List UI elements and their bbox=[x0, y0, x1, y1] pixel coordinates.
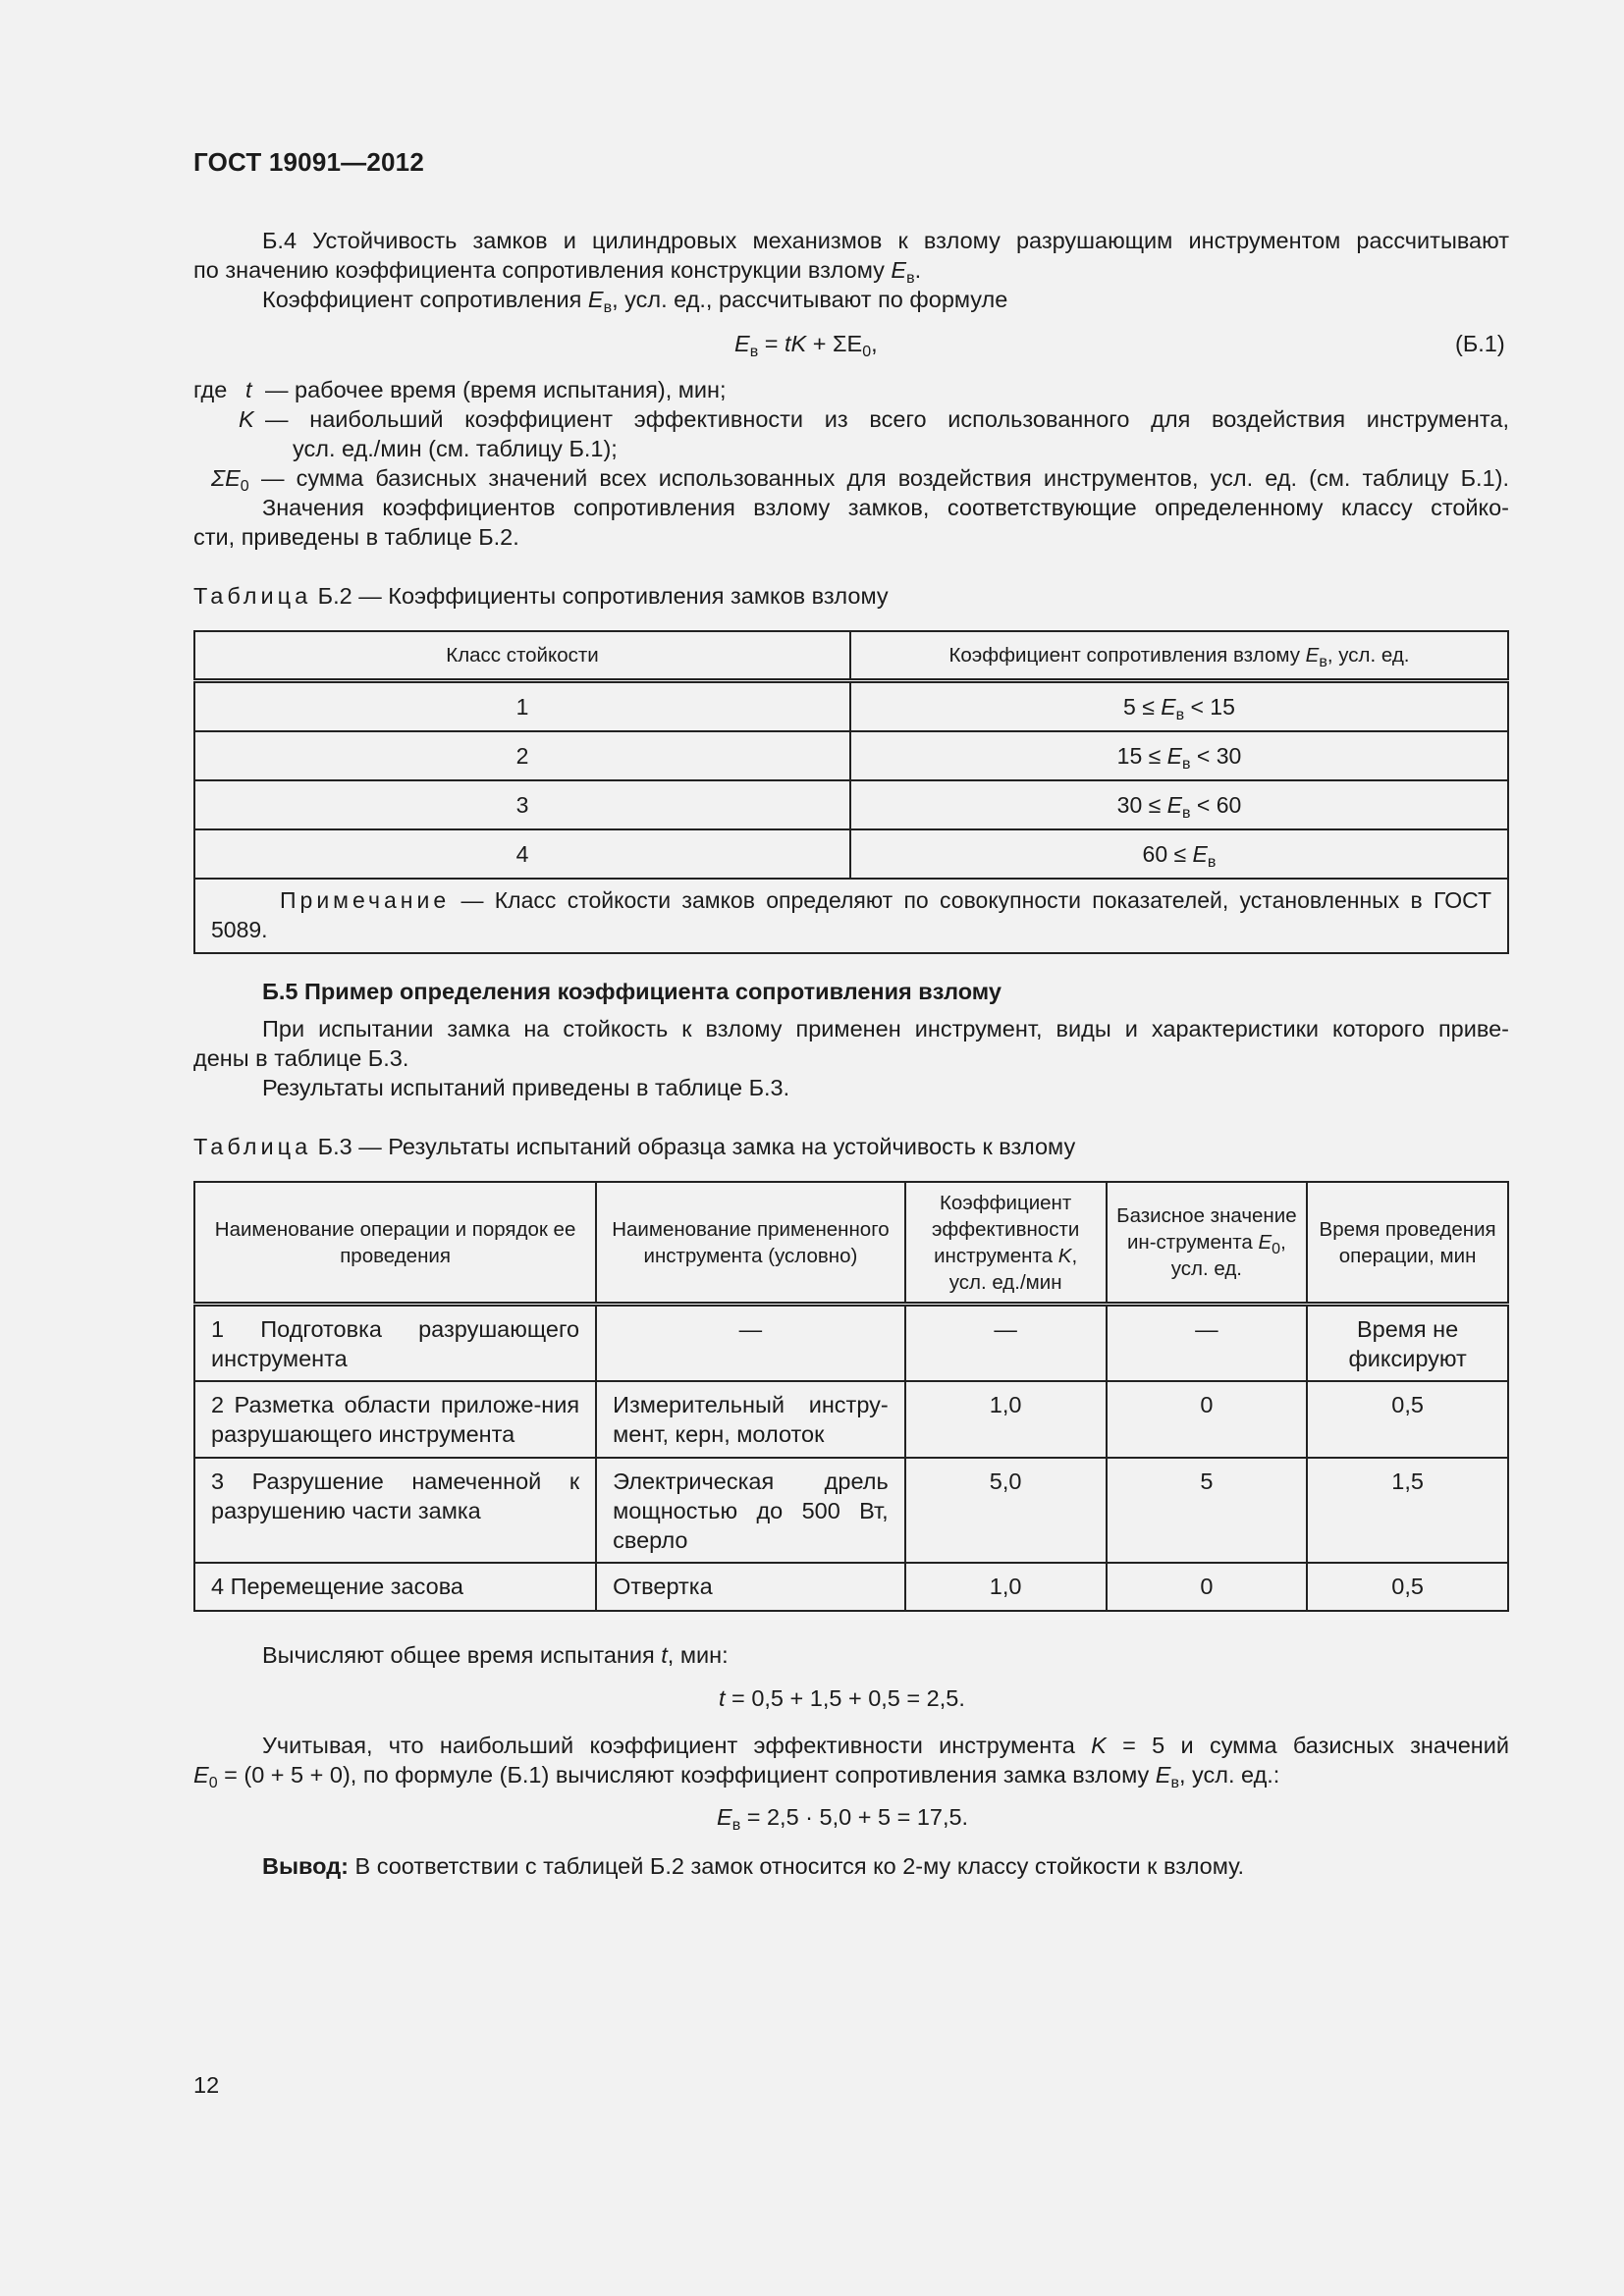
table-row bbox=[194, 780, 1508, 829]
table-note: Примечание — Класс стойкости замков определяют по совокупности показателей, установленных в ГОСТ 5089. bbox=[194, 879, 1508, 953]
class-cell: 3 bbox=[194, 780, 850, 829]
b5-heading: Б.5 Пример определения коэффициента сопротивления взлому bbox=[262, 979, 1001, 1004]
formula-time-total: t = 0,5 + 1,5 + 0,5 = 2,5. bbox=[719, 1685, 965, 1711]
b4-paragraph-line1: Б.4 Устойчивость замков и цилиндровых механизмов к взлому разрушающим инструментом рассчитывают bbox=[262, 228, 1509, 253]
conclusion: Вывод: В соответствии с таблицей Б.2 замок относится ко 2-му классу стойкости к взлому. bbox=[262, 1853, 1245, 1879]
col-header-e0: Базисное значение ин-струмента $E_0$, усл. ед. bbox=[1107, 1182, 1308, 1305]
e0-cell: 5 bbox=[1107, 1458, 1308, 1563]
b4-p3-line2: сти, приведены в таблице Б.2. bbox=[193, 524, 519, 550]
table-row bbox=[194, 1563, 1508, 1611]
k-cell: 1,0 bbox=[905, 1381, 1107, 1458]
def-e0-text: — сумма базисных значений всех использованных для воздействия инструментов, усл. ед. (см. таблицу Б.1). bbox=[261, 465, 1509, 491]
class-cell: 4 bbox=[194, 829, 850, 879]
k-cell: 1,0 bbox=[905, 1563, 1107, 1611]
table-b2-caption: Таблица Б.2 — Коэффициенты сопротивления замков взлому bbox=[193, 583, 889, 609]
col-header-time: Время проведения операции, мин bbox=[1307, 1182, 1508, 1305]
calc-p1: Вычисляют общее время испытания t, мин: bbox=[262, 1642, 729, 1668]
calc-p2-line1: Учитывая, что наибольший коэффициент эффективности инструмента K = 5 и сумма базисных значений bbox=[262, 1733, 1509, 1758]
b5-p2: Результаты испытаний приведены в таблице Б.3. bbox=[262, 1075, 790, 1100]
table-row bbox=[194, 1458, 1508, 1563]
b4-p3-line1: Значения коэффициентов сопротивления взлому замков, соответствующие определенному классу стойко- bbox=[262, 495, 1509, 520]
e0-cell: 0 bbox=[1107, 1563, 1308, 1611]
def-e0-symbol: $\Sigma E_0$ bbox=[211, 465, 249, 495]
table-b2 bbox=[193, 630, 1509, 954]
operation-cell: 3 Разрушение намеченной к разрушению части замка bbox=[194, 1458, 596, 1563]
col-header-tool: Наименование примененного инструмента (условно) bbox=[596, 1182, 905, 1305]
table-row bbox=[194, 1381, 1508, 1458]
k-cell: 5,0 bbox=[905, 1458, 1107, 1563]
k-cell: — bbox=[905, 1305, 1107, 1381]
table-row bbox=[194, 829, 1508, 879]
table-b3 bbox=[193, 1181, 1509, 1612]
table-row bbox=[194, 681, 1508, 732]
col-header-coefficient: Коэффициент сопротивления взлому $E_в$, усл. ед. bbox=[850, 631, 1508, 681]
range-cell: $15 \le E_в < 30$ bbox=[850, 731, 1508, 780]
col-header-operation: Наименование операции и порядок ее проведения bbox=[194, 1182, 596, 1305]
table-row bbox=[194, 731, 1508, 780]
col-header-class: Класс стойкости bbox=[194, 631, 850, 681]
b4-paragraph-line2: по значению коэффициента сопротивления конструкции взлому $E_в$. bbox=[193, 257, 922, 287]
document-header: ГОСТ 19091—2012 bbox=[193, 147, 424, 177]
def-k-text-line2: усл. ед./мин (см. таблицу Б.1); bbox=[293, 436, 618, 461]
formula-result: $E_в = 2,5 \cdot 5,0 + 5 = 17,5$. bbox=[717, 1804, 969, 1834]
col-header-k: Коэффициент эффективности инструмента K, усл. ед./мин bbox=[905, 1182, 1107, 1305]
b5-p1-line1: При испытании замка на стойкость к взлому применен инструмент, виды и характеристики которого приве- bbox=[262, 1016, 1509, 1041]
time-cell: 0,5 bbox=[1307, 1563, 1508, 1611]
def-t-symbol: t bbox=[245, 377, 252, 402]
time-cell: 1,5 bbox=[1307, 1458, 1508, 1563]
range-cell: $60 \le E_в$ bbox=[850, 829, 1508, 879]
def-k-symbol: K bbox=[239, 406, 254, 432]
range-cell: $30 \le E_в < 60$ bbox=[850, 780, 1508, 829]
time-cell: Время не фиксируют bbox=[1307, 1305, 1508, 1381]
formula-label: (Б.1) bbox=[1455, 331, 1505, 356]
e0-cell: — bbox=[1107, 1305, 1308, 1381]
table-b3-caption: Таблица Б.3 — Результаты испытаний образца замка на устойчивость к взлому bbox=[193, 1134, 1076, 1159]
range-cell: $5 \le E_в < 15$ bbox=[850, 681, 1508, 732]
where-label: где bbox=[193, 377, 228, 402]
e0-cell: 0 bbox=[1107, 1381, 1308, 1458]
table-row bbox=[194, 1305, 1508, 1381]
table-header-row bbox=[194, 1182, 1508, 1305]
tool-cell: Электрическая дрель мощностью до 500 Вт, сверло bbox=[596, 1458, 905, 1563]
operation-cell: 4 Перемещение засова bbox=[194, 1563, 596, 1611]
def-t-text: — рабочее время (время испытания), мин; bbox=[265, 377, 727, 402]
def-k-text-line1: — наибольший коэффициент эффективности из всего использованного для воздействия инструмента, bbox=[265, 406, 1509, 432]
b4-formula-intro: Коэффициент сопротивления $E_в$, усл. ед., рассчитывают по формуле bbox=[262, 287, 1008, 316]
time-cell: 0,5 bbox=[1307, 1381, 1508, 1458]
operation-cell: 2 Разметка области приложе-ния разрушающего инструмента bbox=[194, 1381, 596, 1458]
page-number: 12 bbox=[193, 2072, 220, 2098]
tool-cell: — bbox=[596, 1305, 905, 1381]
class-cell: 1 bbox=[194, 681, 850, 732]
class-cell: 2 bbox=[194, 731, 850, 780]
table-note-row bbox=[194, 879, 1508, 953]
calc-p2-line2: $E_0 = (0 + 5 + 0)$, по формуле (Б.1) вычисляют коэффициент сопротивления замка взлому $E_в$, усл. ед.: bbox=[193, 1762, 1280, 1791]
b5-p1-line2: дены в таблице Б.3. bbox=[193, 1045, 409, 1071]
operation-cell: 1 Подготовка разрушающего инструмента bbox=[194, 1305, 596, 1381]
tool-cell: Отвертка bbox=[596, 1563, 905, 1611]
tool-cell: Измерительный инстру-мент, керн, молоток bbox=[596, 1381, 905, 1458]
table-header-row bbox=[194, 631, 1508, 681]
formula-b1: $E_в$ = tK + $\Sigma E_0$, bbox=[734, 331, 878, 360]
